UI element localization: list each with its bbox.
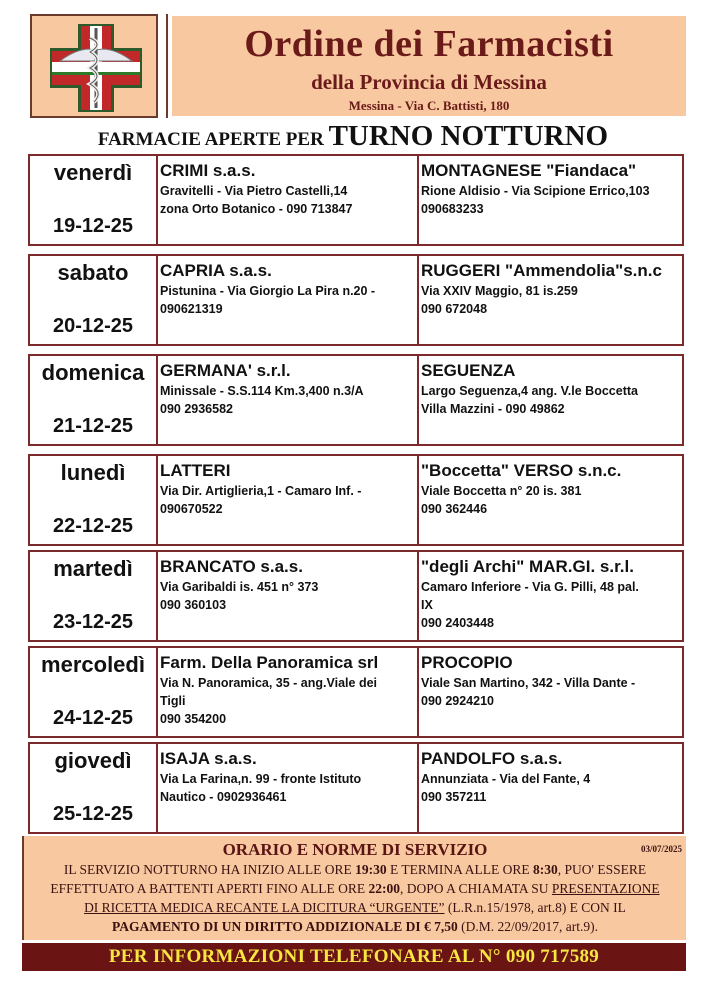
org-address: Messina - Via C. Battisti, 180 [348,98,510,113]
rules-text: (L.R.n.15/1978, art.8) E CON IL [444,900,626,915]
day-date: 21-12-25 [52,415,134,437]
day-row [28,646,684,738]
pharmacy-cell [419,744,682,832]
pharmacy-address-line: Annunziata - Via del Fante, 4 [421,772,591,786]
pharmacy-address-line: IX [421,598,433,612]
pharmacy-cell [419,648,682,736]
pharmacy-address-line: 090683233 [421,202,484,216]
rules-text: , DOPO A CHIAMATA SU [399,881,552,896]
day-name: lunedì [60,460,126,485]
service-rules-box [22,836,686,940]
pharmacy-address-line: Viale Boccetta n° 20 is. 381 [421,484,582,498]
day-name: domenica [41,360,145,385]
rules-text: , PUO' ESSERE [557,862,647,877]
header-divider [166,14,168,118]
pharmacy-name: RUGGERI "Ammendolia"s.n.c [421,261,662,280]
day-date: 23-12-25 [52,611,134,633]
rules-underlined-text: PRESENTAZIONE [551,881,660,896]
pharmacy-address-line: Camaro Inferiore - Via G. Pilli, 48 pal. [421,580,639,594]
pharmacy-cell [158,156,419,244]
rules-title: ORARIO E NORME DI SERVIZIO [222,840,488,859]
day-cell [30,744,158,832]
day-date: 22-12-25 [52,515,134,537]
pharmacy-address-line: Via XXIV Maggio, 81 is.259 [421,284,578,298]
pharmacy-address-line: Largo Seguenza,4 ang. V.le Boccetta [421,384,638,398]
day-row [28,550,684,642]
pharmacy-address-line: 090621319 [160,302,223,316]
day-date: 24-12-25 [52,707,134,729]
pharmacy-name: SEGUENZA [421,361,516,380]
start-time: 19:30 [355,862,387,877]
document-date: 03/07/2025 [640,844,682,854]
day-name: venerdì [53,160,133,185]
pharmacy-address-line: 090 360103 [160,598,227,612]
info-phone-bar: PER INFORMAZIONI TELEFONARE AL N° 090 717589 [22,943,686,971]
pharmacy-address-line: Via Dir. Artiglieria,1 - Camaro Inf. - [160,484,362,498]
pharmacy-name: PANDOLFO s.a.s. [421,749,563,768]
pharmacy-address-line: Rione Aldisio - Via Scipione Errico,103 [421,184,650,198]
day-row [28,354,684,446]
page-title-emphasis: TURNO NOTTURNO [328,120,609,152]
pharmacy-cross-caduceus-icon [50,24,142,112]
pharmacy-name: "Boccetta" VERSO s.n.c. [421,461,622,480]
day-date: 20-12-25 [52,315,134,337]
pharmacy-name: CAPRIA s.a.s. [160,261,272,280]
pharmacy-cell [419,256,682,344]
pharmacy-address-line: Gravitelli - Via Pietro Castelli,14 [160,184,348,198]
org-subtitle: della Provincia di Messina [311,70,547,94]
day-row [28,254,684,346]
page-title-prefix: FARMACIE APERTE PER [97,129,329,150]
pharmacy-address-line: Minissale - S.S.114 Km.3,400 n.3/A [160,384,364,398]
day-name: sabato [57,260,129,285]
day-row [28,454,684,546]
pharmacy-address-line: 090 362446 [421,502,488,516]
pharmacy-address-line: Via La Farina,n. 99 - fronte Istituto [160,772,362,786]
pharmacy-name: BRANCATO s.a.s. [160,557,303,576]
day-name: martedì [53,556,133,581]
pharmacy-address-line: 090 357211 [421,790,487,804]
rules-text: IL SERVIZIO NOTTURNO HA INIZIO ALLE ORE [63,862,356,877]
rules-line-4 [24,917,686,936]
pharmacy-address-line: Via Garibaldi is. 451 n° 373 [160,580,319,594]
pharmacy-address-line: Nautico - 0902936461 [160,790,287,804]
pharmacy-address-line: 090 2936582 [160,402,233,416]
pharmacy-address-line: Via N. Panoramica, 35 - ang.Viale dei [160,676,377,690]
org-title: Ordine dei Farmacisti [244,23,614,65]
pharmacy-name: MONTAGNESE "Fiandaca" [421,161,637,180]
pharmacy-name: GERMANA' s.r.l. [160,361,291,380]
pharmacy-cell [158,648,419,736]
day-cell [30,256,158,344]
rules-text: E TERMINA ALLE ORE [386,862,534,877]
pharmacy-cell [419,456,682,544]
day-cell [30,552,158,640]
pharmacy-name: ISAJA s.a.s. [160,749,257,768]
pharmacy-address-line: 090 672048 [421,302,488,316]
day-date: 25-12-25 [52,803,134,825]
pharmacy-cell [419,356,682,444]
pharmacy-name: CRIMI s.a.s. [160,161,256,180]
pharmacy-address-line: zona Orto Botanico - 090 713847 [160,202,353,216]
pharmacy-address-line: 090670522 [160,502,223,516]
end-time: 8:30 [533,862,558,877]
pharmacy-name: PROCOPIO [421,653,513,672]
pharmacy-name: Farm. Della Panoramica srl [160,653,379,672]
pharmacy-name: "degli Archi" MAR.GI. s.r.l. [421,557,634,576]
rules-line-1 [24,860,686,879]
rules-underlined-text: DI RICETTA MEDICA RECANTE LA DICITURA “URGENTE” [84,900,445,915]
day-cell [30,156,158,244]
pharmacy-cell [158,456,419,544]
pharmacy-address-line: Villa Mazzini - 090 49862 [421,402,565,416]
pharmacy-cell [419,552,682,640]
pharmacy-address-line: 090 2403448 [421,616,494,630]
rules-text: EFFETTUATO A BATTENTI APERTI FINO ALLE ORE [50,881,369,896]
rules-text: (D.M. 22/09/2017, art.9). [457,919,599,934]
day-date: 19-12-25 [52,215,134,237]
day-cell [30,356,158,444]
pharmacy-address-line: 090 354200 [160,712,227,726]
pharmacy-cell [158,552,419,640]
pharmacy-address-line: 090 2924210 [421,694,494,708]
pharmacy-address-line: Viale San Martino, 342 - Villa Dante - [421,676,636,690]
day-row [28,154,684,246]
pharmacy-cell [158,256,419,344]
pharmacy-cell [419,156,682,244]
day-name: giovedì [54,748,132,773]
open-doors-time: 22:00 [368,881,400,896]
additional-fee-text: PAGAMENTO DI UN DIRITTO ADDIZIONALE DI € 7,50 [111,919,458,934]
pharmacy-cell [158,356,419,444]
pharmacy-address-line: Tigli [160,694,186,708]
rules-line-3 [24,898,686,917]
day-cell [30,648,158,736]
logo [30,14,158,118]
pharmacy-name: LATTERI [160,461,231,480]
rules-line-2 [24,879,686,898]
pharmacy-cell [158,744,419,832]
day-row [28,742,684,834]
page-title [0,120,706,153]
day-cell [30,456,158,544]
header-banner [172,16,686,116]
pharmacy-address-line: Pistunina - Via Giorgio La Pira n.20 - [160,284,376,298]
day-name: mercoledì [41,652,145,677]
